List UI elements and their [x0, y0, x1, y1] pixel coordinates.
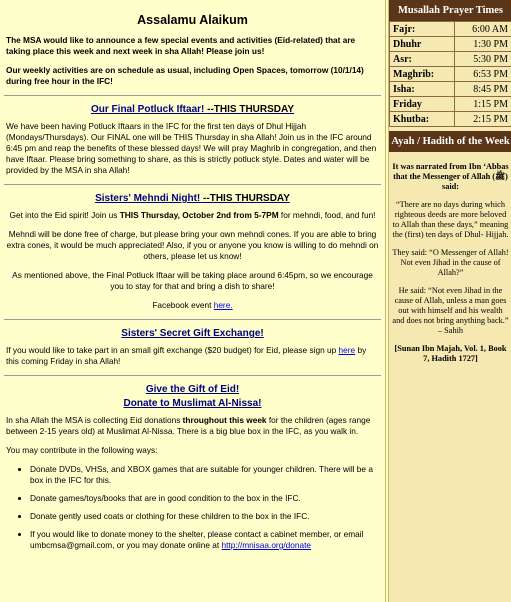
donate-online-link[interactable]: http://mnisaa.org/donate: [221, 540, 311, 550]
donate-title-1[interactable]: Give the Gift of Eid!: [145, 384, 240, 395]
divider: [4, 184, 381, 185]
mehndi-title: [0, 193, 385, 204]
potluck-title-link[interactable]: Our Final Potluck Iftaar!: [91, 104, 205, 115]
table-row: Friday 1:15 PM: [390, 97, 511, 112]
list-item: • Donate games/toys/books that are in good condition to the box in the IFC.: [30, 493, 385, 504]
prayer-times-table: [389, 21, 511, 127]
sidebar: [388, 0, 511, 602]
mehndi-paragraph-1: Get into the Eid spirit! Join us THIS Thursday, October 2nd from 5-7PM for mehndi, food, and fun!: [9, 210, 376, 220]
list-item: • Donate DVDs, VHSs, and XBOX games that are suitable for younger children. There will be a box in the IFC for this.: [30, 464, 385, 486]
list-item: • If you would like to donate money to the shelter, please contact a cabinet member, or email umbcmsa@gmail.com, or you may donate online at http://mnisaa.org/donate: [30, 529, 385, 551]
donate-ways-intro: You may contribute in the following ways:: [6, 445, 158, 455]
hadith-text: It was narrated from Ibn ‘Abbas that the Messenger of Allah (ﷺ) said: “There are no days during which righteous deeds are more beloved to Allah than these days,” meaning the (first) ten days of Dhul- Hijjah. They said: “O Messenger of Allah! Not even Jihad in the cause of Allah?” He said: “Not even Jihad in the cause of Allah, unless a man goes out with himself and his wealth and does not bring anything back.” – Sahih [Sunan Ibn Majah, Vol. 1, Book 7, Hadith 1727]: [392, 162, 509, 363]
table-row: Isha: 8:45 PM: [390, 82, 511, 97]
mehndi-title-link[interactable]: Sisters' Mehndi Night!: [95, 193, 201, 204]
list-item: • Donate gently used coats or clothing for these children to the box in the IFC.: [30, 511, 385, 522]
table-row: Maghrib: 6:53 PM: [390, 67, 511, 82]
potluck-paragraph: We have been having Potluck Iftaars in the IFC for the first ten days of Dhul Hijjah (Mondays/Thursdays). Our FINAL one will be THIS Thursday in sha Allah! Join us in the IFC around 6:45 pm and reap the benefits of these blessed days! We will pray Maghrib in congregation, and then have Iftaar. Please bring something to share, as this is strictly potluck style. Dates and water will be provided by the MSA in sha Allah!: [6, 121, 377, 175]
donate-title-2[interactable]: Donate to Muslimat Al-Nissa!: [123, 398, 262, 409]
intro-paragraph: The MSA would like to announce a few special events and activities (Eid-related) that are taking place this week and next week in sha Allah! Please join us!: [6, 35, 356, 56]
gift-exchange-paragraph: If you would like to take part in an small gift exchange ($20 budget) for Eid, please sign up here by this coming Friday in sha Allah!: [6, 345, 367, 366]
donation-ways-list: [30, 464, 385, 551]
divider: [4, 95, 381, 96]
mehndi-paragraph-3: As mentioned above, the Final Potluck Iftaar will be taking place around 6:45pm, so we encourage you to stay for that and bring a dish to share!: [12, 270, 373, 291]
donate-paragraph: In sha Allah the MSA is collecting Eid donations throughout this week for the children (ages range between 2-15 years old) at Muslimat Al-Nissa. There is a big blue box in the IFC, as you walk in.: [6, 415, 371, 436]
table-row: Fajr: 6:00 AM: [390, 22, 511, 37]
divider: [4, 319, 381, 320]
facebook-event: Facebook event here.: [152, 300, 233, 310]
table-row: Asr: 5:30 PM: [390, 52, 511, 67]
gift-signup-link[interactable]: here: [338, 345, 356, 355]
facebook-event-link[interactable]: here.: [213, 300, 233, 310]
potluck-title: [0, 104, 385, 115]
hadith-title: Ayah / Hadith of the Week: [389, 131, 511, 152]
potluck-title-suffix: --THIS THURSDAY: [204, 104, 294, 115]
gift-exchange-title[interactable]: Sisters' Secret Gift Exchange!: [121, 328, 264, 339]
greeting: Assalamu Alaikum: [137, 13, 248, 27]
weekly-activities-paragraph: Our weekly activities are on schedule as usual, including Open Spaces, tomorrow (10/1/14) during free hour in the IFC!: [6, 65, 364, 86]
prayer-times-title: Musallah Prayer Times: [389, 0, 511, 21]
mehndi-title-suffix: --THIS THURSDAY: [200, 193, 290, 204]
table-row: Khutba: 2:15 PM: [390, 112, 511, 127]
mehndi-paragraph-2: Mehndi will be done free of charge, but please bring your own mehndi cones. If you are able to bring extra cones, it would be much appreciated! Also, if you or anyone you know is willing to do mehndi on others, please let us know!: [6, 229, 379, 261]
divider: [4, 375, 381, 376]
table-row: Dhuhr 1:30 PM: [390, 37, 511, 52]
